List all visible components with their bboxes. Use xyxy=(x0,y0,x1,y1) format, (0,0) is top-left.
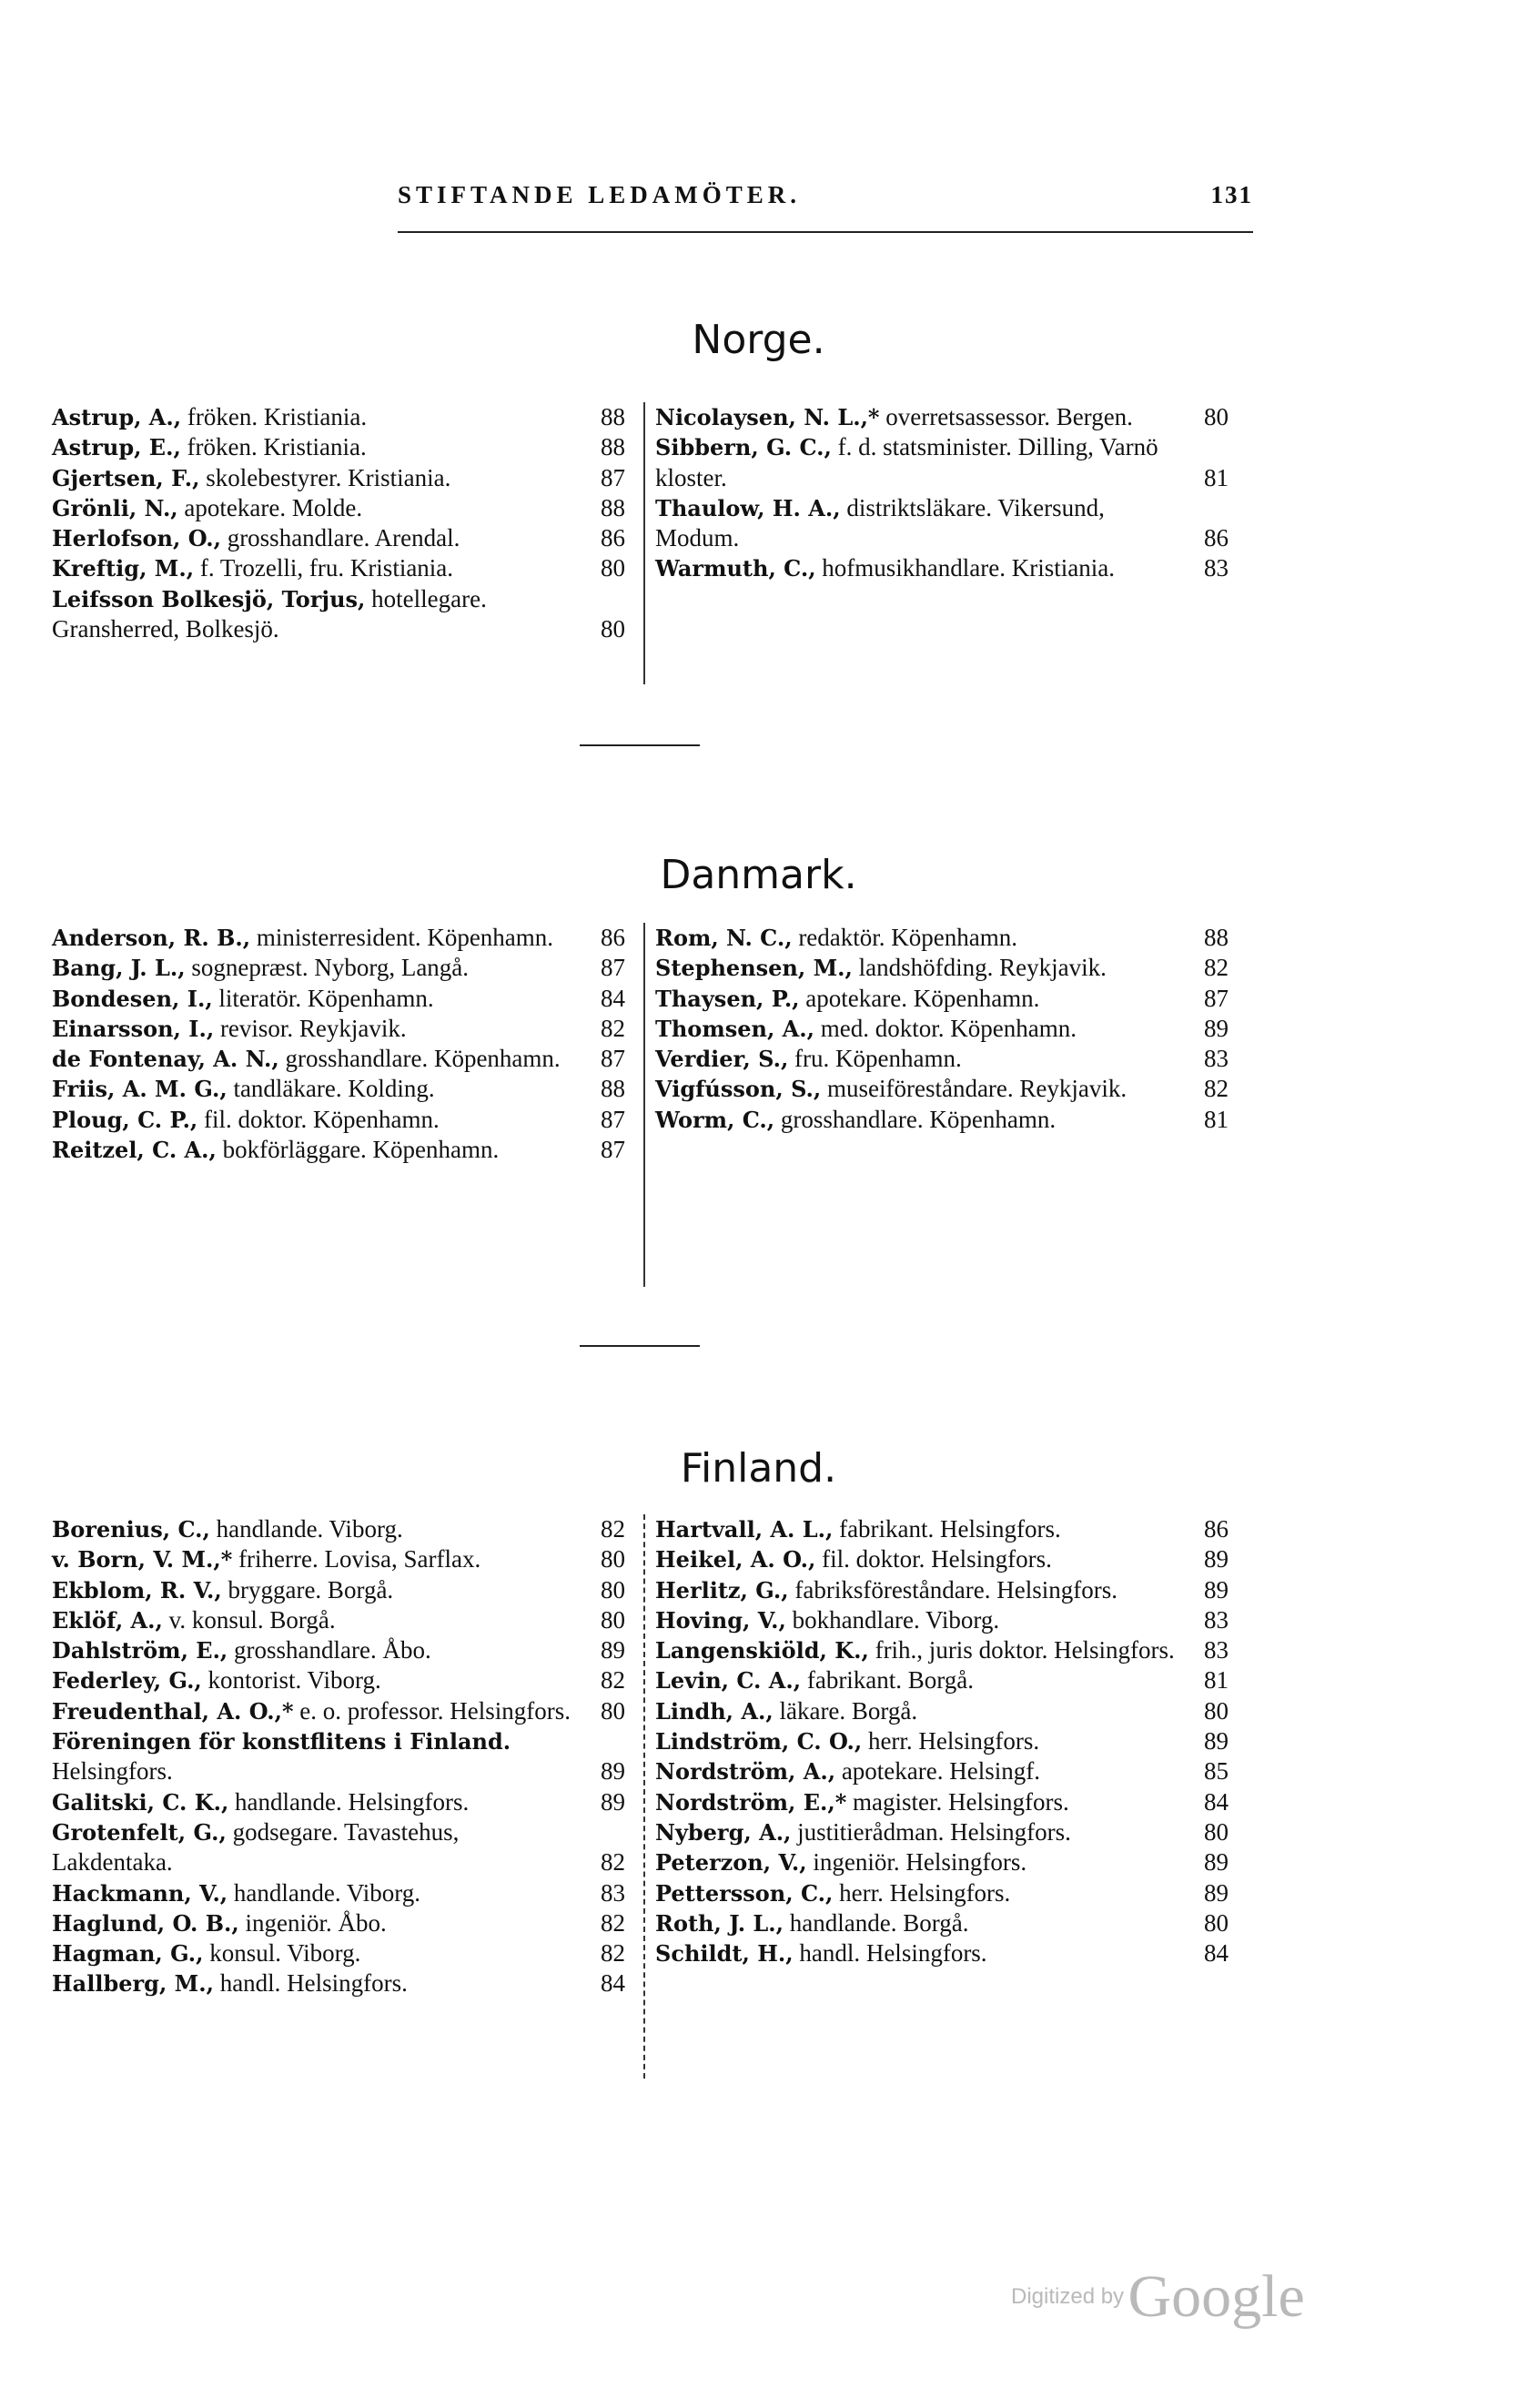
entry-name: Herlofson, O., xyxy=(52,525,221,552)
entry-name: Nordström, E.,* xyxy=(655,1788,847,1816)
danmark-right-column xyxy=(655,923,1229,1135)
entry-year: 87 xyxy=(601,463,625,491)
entry xyxy=(655,432,1229,493)
finland-left-column xyxy=(52,1514,625,1999)
entry-year: 83 xyxy=(1204,1605,1229,1634)
running-head xyxy=(398,181,1253,218)
entry-year: 80 xyxy=(601,1545,625,1573)
entry-text: Helsingfors. xyxy=(52,1757,173,1786)
entry-name: Nyberg, A., xyxy=(655,1818,792,1846)
entry-year: 83 xyxy=(1204,554,1229,582)
entry-year: 80 xyxy=(601,554,625,582)
entry-name: Thaysen, P., xyxy=(655,985,800,1012)
entry-name: v. Born, V. M.,* xyxy=(52,1546,233,1573)
entry-year: 82 xyxy=(601,1515,625,1543)
entry-name: Galitski, C. K., xyxy=(52,1788,229,1816)
entry-name: Freudenthal, A. O.,* xyxy=(52,1697,294,1725)
section-title-finland: Finland. xyxy=(680,1445,837,1492)
entry-name: Dahlström, E., xyxy=(52,1637,228,1664)
column-divider xyxy=(643,923,645,1287)
entry xyxy=(52,493,625,523)
entry xyxy=(655,1756,1229,1786)
entry-year: 80 xyxy=(1204,1696,1229,1725)
entry-name: Thaulow, H. A., xyxy=(655,494,841,521)
entry-year: 86 xyxy=(1204,524,1229,552)
entry-name: Friis, A. M. G., xyxy=(52,1076,228,1103)
entry-text: hotellegare. Gransherred, Bolkesjö. xyxy=(52,584,487,643)
entry-year: 81 xyxy=(1204,1666,1229,1695)
entry xyxy=(52,1908,625,1938)
entry-year: 81 xyxy=(1204,463,1229,491)
entry-year: 80 xyxy=(601,615,625,643)
entry-text: handl. Helsingfors. xyxy=(219,1969,408,1998)
section-separator xyxy=(580,744,700,746)
entry-name: Schildt, H., xyxy=(655,1940,794,1968)
entry-text: fröken. Kristiania. xyxy=(187,433,367,461)
entry-text: f. d. statsminister. Dilling, Varnö kloster. xyxy=(655,433,1158,491)
entry-year: 88 xyxy=(1204,924,1229,951)
entry-name: Bang, J. L., xyxy=(52,955,186,982)
entry xyxy=(52,1665,625,1695)
entry-name: Nicolaysen, N. L.,* xyxy=(655,404,880,430)
page-number: 131 xyxy=(1210,181,1253,208)
entry-name: Hackmann, V., xyxy=(52,1879,228,1907)
norge-right-column xyxy=(655,402,1229,584)
entry-year: 80 xyxy=(1204,403,1229,430)
entry-text: landshöfding. Reykjavik. xyxy=(858,954,1107,982)
entry-year: 86 xyxy=(601,524,625,552)
entry xyxy=(52,1938,625,1968)
entry xyxy=(655,493,1229,554)
entry xyxy=(52,1787,625,1817)
entry-name: Langenskiöld, K., xyxy=(655,1637,869,1664)
entry xyxy=(52,432,625,462)
entry-year: 82 xyxy=(601,1014,625,1042)
entry-name: Hagman, G., xyxy=(52,1940,204,1968)
entry-text: ingeniör. Helsingfors. xyxy=(813,1848,1027,1877)
entry-text: fru. Köpenhamn. xyxy=(794,1045,962,1073)
entry-name: Borenius, C., xyxy=(52,1516,210,1543)
entry xyxy=(52,1044,625,1074)
entry-name: Ekblom, R. V., xyxy=(52,1576,222,1604)
entry-name: Warmuth, C., xyxy=(655,555,816,582)
entry-year: 82 xyxy=(1204,954,1229,982)
entry xyxy=(52,1514,625,1544)
entry-year: 80 xyxy=(601,1696,625,1725)
entry-text: sognepræst. Nyborg, Langå. xyxy=(191,954,470,982)
entry-text: fil. doktor. Helsingfors. xyxy=(822,1545,1052,1573)
entry-year: 80 xyxy=(601,1605,625,1634)
entry-year: 80 xyxy=(1204,1908,1229,1937)
entry-year: 80 xyxy=(1204,1817,1229,1846)
entry-year: 89 xyxy=(1204,1575,1229,1604)
entry-year: 80 xyxy=(601,1575,625,1604)
entry-text: fabriksföreståndare. Helsingfors. xyxy=(794,1575,1118,1604)
entry-year: 84 xyxy=(601,984,625,1012)
entry-text: hofmusikhandlare. Kristiania. xyxy=(822,554,1115,582)
entry-text: apotekare. Helsingf. xyxy=(841,1757,1040,1786)
entry-year: 81 xyxy=(1204,1105,1229,1133)
norge-left-column xyxy=(52,402,625,644)
entry-year: 89 xyxy=(1204,1014,1229,1042)
entry-name: Sibbern, G. C., xyxy=(655,434,832,461)
entry-year: 84 xyxy=(1204,1787,1229,1816)
entry xyxy=(655,1696,1229,1726)
entry-year: 87 xyxy=(601,954,625,982)
entry-text: literatör. Köpenhamn. xyxy=(218,984,434,1012)
entry-name: Nordström, A., xyxy=(655,1758,836,1786)
entry xyxy=(52,984,625,1014)
entry-text: herr. Helsingfors. xyxy=(867,1727,1040,1755)
entry-year: 82 xyxy=(601,1939,625,1968)
entry xyxy=(52,1135,625,1165)
entry xyxy=(655,1817,1229,1847)
entry-name: Leifsson Bolkesjö, Torjus, xyxy=(52,585,366,612)
entry xyxy=(52,1544,625,1574)
entry xyxy=(52,1575,625,1605)
entry xyxy=(52,923,625,953)
entry-name: Thomsen, A., xyxy=(655,1015,814,1042)
entry xyxy=(655,553,1229,583)
entry xyxy=(655,1847,1229,1877)
entry-name: Verdier, S., xyxy=(655,1046,789,1073)
entry-name: de Fontenay, A. N., xyxy=(52,1046,279,1073)
entry-text: tandläkare. Kolding. xyxy=(233,1075,435,1103)
entry-text: grosshandlare. Arendal. xyxy=(227,524,460,552)
entry xyxy=(52,463,625,493)
entry-year: 88 xyxy=(601,493,625,521)
entry xyxy=(655,923,1229,953)
entry xyxy=(655,1105,1229,1135)
entry-year: 83 xyxy=(601,1878,625,1907)
danmark-left-column xyxy=(52,923,625,1165)
entry-text: apotekare. Molde. xyxy=(184,493,363,521)
entry-name: Levin, C. A., xyxy=(655,1667,802,1695)
entry-name: Bondesen, I., xyxy=(52,985,213,1012)
entry-name: Rom, N. C., xyxy=(655,925,793,951)
column-divider xyxy=(643,402,645,684)
entry xyxy=(655,1514,1229,1544)
entry-name: Kreftig, M., xyxy=(52,555,195,582)
entry-name: Eklöf, A., xyxy=(52,1606,163,1634)
entry-year: 83 xyxy=(1204,1636,1229,1664)
entry-text: fabrikant. Helsingfors. xyxy=(839,1515,1061,1543)
entry-text: skolebestyrer. Kristiania. xyxy=(206,463,451,491)
entry-year: 89 xyxy=(1204,1727,1229,1755)
entry-year: 89 xyxy=(1204,1878,1229,1907)
entry-name: Reitzel, C. A., xyxy=(52,1137,217,1164)
entry-name: Lindström, C. O., xyxy=(655,1728,863,1755)
finland-right-column xyxy=(655,1514,1229,1968)
entry xyxy=(52,1074,625,1104)
entry xyxy=(52,402,625,432)
entry-year: 89 xyxy=(1204,1848,1229,1877)
entry-text: grosshandlare. Köpenhamn. xyxy=(780,1105,1057,1133)
entry-name: Roth, J. L., xyxy=(655,1909,784,1937)
entry-text: ingeniör. Åbo. xyxy=(245,1908,387,1937)
entry xyxy=(52,1635,625,1665)
entry-text: revisor. Reykjavik. xyxy=(219,1014,407,1042)
entry-text: fröken. Kristiania. xyxy=(187,403,368,430)
entry-text: handlande. Helsingfors. xyxy=(235,1787,470,1816)
entry xyxy=(655,1575,1229,1605)
entry-text: grosshandlare. Åbo. xyxy=(234,1636,431,1664)
entry-text: handl. Helsingfors. xyxy=(799,1939,987,1968)
entry-name: Grönli, N., xyxy=(52,494,178,521)
entry-text: redaktör. Köpenhamn. xyxy=(798,924,1017,951)
entry-text: frih., juris doktor. Helsingfors. xyxy=(875,1636,1175,1664)
entry-name: Hallberg, M., xyxy=(52,1970,214,1998)
entry xyxy=(655,984,1229,1014)
entry-year: 85 xyxy=(1204,1757,1229,1786)
entry-year: 89 xyxy=(601,1757,625,1786)
entry-text: friherre. Lovisa, Sarflax. xyxy=(238,1545,481,1573)
entry-name: Federley, G., xyxy=(52,1667,202,1695)
section-separator xyxy=(580,1345,700,1347)
entry xyxy=(655,1938,1229,1968)
digitized-watermark xyxy=(1011,2262,1305,2332)
watermark-prefix: Digitized by xyxy=(1011,2284,1125,2309)
entry xyxy=(52,1014,625,1044)
entry-year: 86 xyxy=(601,924,625,951)
entry-text: apotekare. Köpenhamn. xyxy=(805,984,1040,1012)
entry-name: Haglund, O. B., xyxy=(52,1909,239,1937)
entry-year: 87 xyxy=(601,1045,625,1073)
entry-text: v. konsul. Borgå. xyxy=(168,1605,336,1634)
watermark-brand: Google xyxy=(1128,2263,1305,2330)
entry xyxy=(52,1605,625,1635)
entry-year: 89 xyxy=(1204,1545,1229,1573)
entry xyxy=(655,1787,1229,1817)
entry-text: fil. doktor. Köpenhamn. xyxy=(204,1105,440,1133)
column-divider xyxy=(643,1514,645,2079)
entry-text: grosshandlare. Köpenhamn. xyxy=(285,1045,561,1073)
entry xyxy=(655,1044,1229,1074)
entry-text: museiföreståndare. Reykjavik. xyxy=(827,1075,1128,1103)
entry-name: Ploug, C. P., xyxy=(52,1106,198,1133)
entry-name: Peterzon, V., xyxy=(655,1849,807,1877)
entry-text: ministerresident. Köpenhamn. xyxy=(256,924,554,951)
entry-text: kontorist. Viborg. xyxy=(207,1666,381,1695)
entry-text: handlande. Viborg. xyxy=(216,1515,403,1543)
entry xyxy=(655,1908,1229,1938)
entry xyxy=(52,523,625,553)
entry-year: 87 xyxy=(601,1105,625,1133)
entry-text: med. doktor. Köpenhamn. xyxy=(820,1014,1077,1042)
section-title-norge: Norge. xyxy=(692,317,825,363)
entry-year: 84 xyxy=(601,1969,625,1998)
header-rule xyxy=(398,231,1253,233)
entry-name: Anderson, R. B., xyxy=(52,925,251,951)
entry-name: Astrup, E., xyxy=(52,434,181,461)
entry-year: 82 xyxy=(1204,1075,1229,1103)
entry-name: Vigfússon, S., xyxy=(655,1076,822,1103)
entry-year: 87 xyxy=(601,1136,625,1164)
entry-text: herr. Helsingfors. xyxy=(839,1878,1011,1907)
entry-name: Lindh, A., xyxy=(655,1697,774,1725)
entry-text: overretsassessor. Bergen. xyxy=(885,403,1133,430)
entry-year: 89 xyxy=(601,1636,625,1664)
entry-name: Pettersson, C., xyxy=(655,1879,834,1907)
entry xyxy=(655,1665,1229,1695)
entry-text: bryggare. Borgå. xyxy=(228,1575,394,1604)
entry xyxy=(655,1635,1229,1665)
entry-year: 83 xyxy=(1204,1045,1229,1073)
entry xyxy=(52,1726,625,1787)
entry xyxy=(655,1726,1229,1756)
entry xyxy=(655,1878,1229,1908)
entry-name: Einarsson, I., xyxy=(52,1015,215,1042)
entry xyxy=(52,1878,625,1908)
entry-year: 89 xyxy=(601,1787,625,1816)
entry xyxy=(52,1696,625,1726)
entry-name: Worm, C., xyxy=(655,1106,775,1133)
entry xyxy=(52,553,625,583)
entry-text: godsegare. Tavastehus, Lakdentaka. xyxy=(52,1817,460,1877)
entry-year: 84 xyxy=(1204,1939,1229,1968)
entry xyxy=(52,953,625,983)
entry xyxy=(655,1544,1229,1574)
entry-text: handlande. Borgå. xyxy=(789,1908,969,1937)
entry-text: handlande. Viborg. xyxy=(233,1878,421,1907)
entry xyxy=(655,953,1229,983)
entry xyxy=(655,402,1229,432)
entry xyxy=(52,1968,625,1998)
entry-year: 88 xyxy=(601,433,625,461)
entry-name: Astrup, A., xyxy=(52,404,182,430)
entry-name: Hartvall, A. L., xyxy=(655,1516,834,1543)
entry-name: Hoving, V., xyxy=(655,1606,786,1634)
entry-text: bokhandlare. Viborg. xyxy=(792,1605,1000,1634)
entry-year: 82 xyxy=(601,1848,625,1877)
entry-year: 87 xyxy=(1204,984,1229,1012)
entry-text: konsul. Viborg. xyxy=(209,1939,361,1968)
entry-year: 82 xyxy=(601,1666,625,1695)
entry-text: e. o. professor. Helsingfors. xyxy=(299,1696,571,1725)
entry xyxy=(655,1605,1229,1635)
running-title: STIFTANDE LEDAMÖTER. xyxy=(398,181,802,208)
entry xyxy=(655,1074,1229,1104)
entry-text: justitierådman. Helsingfors. xyxy=(797,1817,1071,1846)
entry xyxy=(52,584,625,645)
entry-year: 86 xyxy=(1204,1515,1229,1543)
entry xyxy=(52,1817,625,1878)
entry-year: 88 xyxy=(601,403,625,430)
entry-name: Stephensen, M., xyxy=(655,955,853,982)
entry-text: distriktsläkare. Vikersund, Modum. xyxy=(655,493,1105,552)
entry xyxy=(52,1105,625,1135)
entry-name: Gjertsen, F., xyxy=(52,464,200,491)
entry-name: Heikel, A. O., xyxy=(655,1546,816,1573)
section-title-danmark: Danmark. xyxy=(660,852,857,898)
entry-name: Herlitz, G., xyxy=(655,1576,789,1604)
entry-year: 82 xyxy=(601,1908,625,1937)
entry-year: 88 xyxy=(601,1075,625,1103)
entry-name: Grotenfelt, G., xyxy=(52,1818,227,1846)
entry-name: Föreningen för konstflitens i Finland. xyxy=(52,1728,511,1755)
entry-text: läkare. Borgå. xyxy=(779,1696,918,1725)
entry-text: magister. Helsingfors. xyxy=(853,1787,1069,1816)
entry-text: fabrikant. Borgå. xyxy=(806,1666,975,1695)
entry-text: f. Trozelli, fru. Kristiania. xyxy=(199,554,454,582)
entry-text: bokförläggare. Köpenhamn. xyxy=(222,1136,500,1164)
entry xyxy=(655,1014,1229,1044)
